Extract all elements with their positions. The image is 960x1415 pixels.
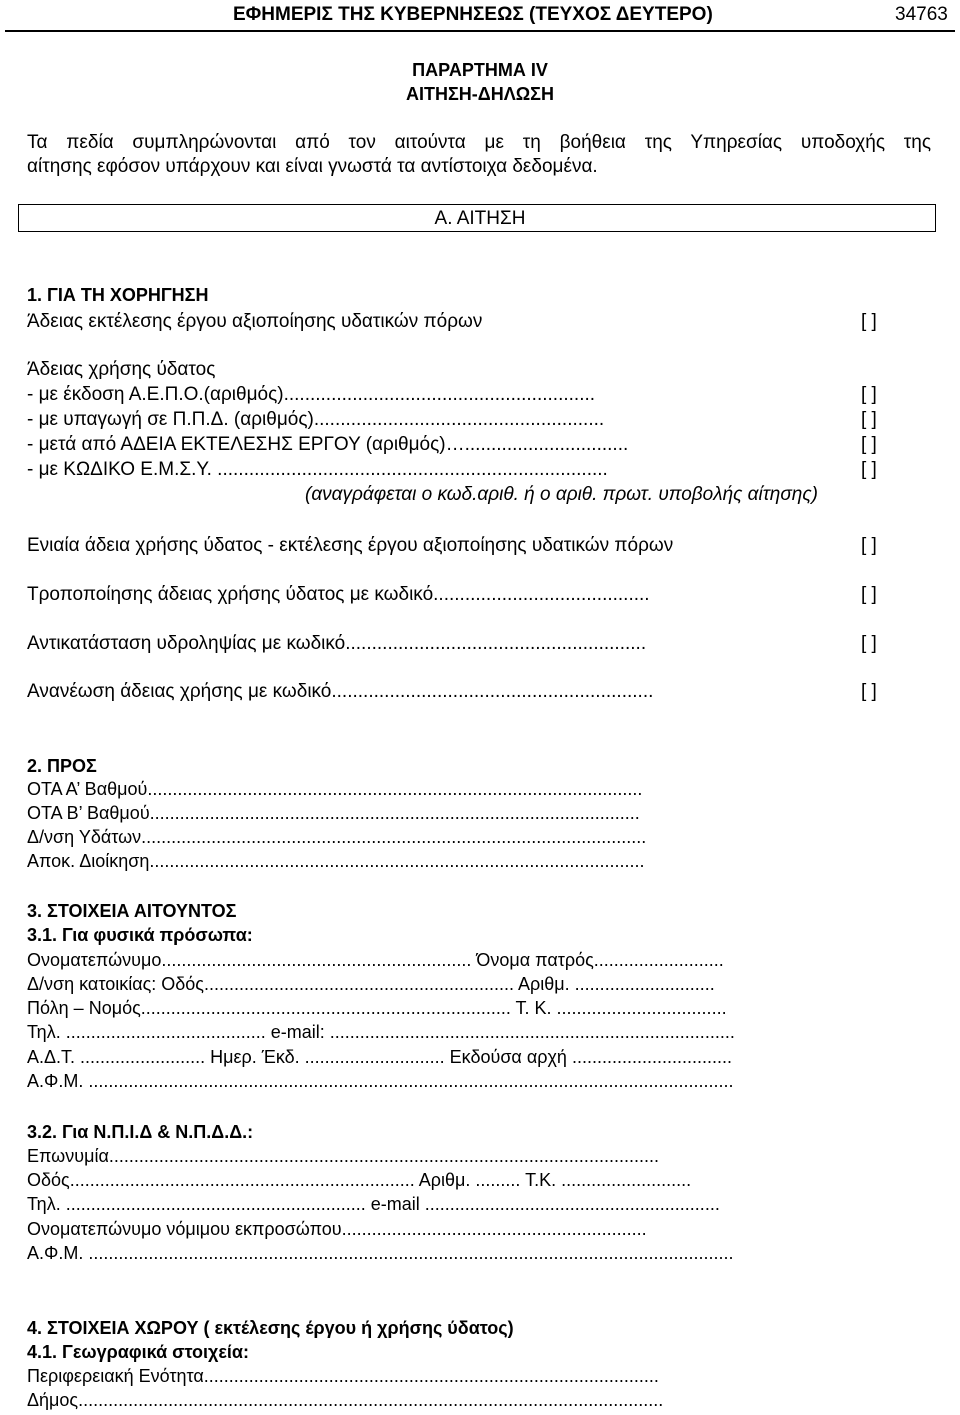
renew-permit-label: Ανανέωση άδειας χρήσης με κωδικό............................................................. — [27, 681, 654, 702]
use-permit-ppd-checkbox[interactable]: [ ] — [861, 409, 877, 430]
use-permit-emsy: - με ΚΩΔΙΚΟ Ε.Μ.Σ.Υ. .......................................................................... — [27, 459, 608, 480]
renew-permit-checkbox[interactable]: [ ] — [861, 681, 877, 702]
use-permit-after-exec: - μετά από ΑΔΕΙΑ ΕΚΤΕΛΕΣΗΣ ΕΡΓΟΥ (αριθμός)…............................... — [27, 434, 629, 455]
section-1-heading: 1. ΓΙΑ ΤΗ ΧΟΡΗΓΗΣΗ — [27, 285, 209, 305]
section-3-heading: 3. ΣΤΟΙΧΕΙΑ ΑΙΤΟΥΝΤΟΣ — [27, 901, 237, 921]
id-card-field[interactable]: Α.Δ.Τ. ......................... Ημερ. Έκδ. ............................ Εκδούσα αρχή ................................ — [27, 1047, 732, 1067]
annex-title: ΠΑΡΑΡΤΗΜΑ IV — [412, 60, 548, 80]
phone-email-field[interactable]: Τηλ. ........................................ e-mail: ................................................................................. — [27, 1022, 735, 1042]
unified-permit-checkbox[interactable]: [ ] — [861, 535, 877, 556]
replace-intake-label: Αντικατάσταση υδροληψίας με κωδικό......................................................... — [27, 633, 647, 654]
municipality-field[interactable]: Δήμος..................................................................................................................... — [27, 1390, 664, 1410]
exec-permit-label: Άδειας εκτέλεσης έργου αξιοποίησης υδατικών πόρων — [27, 311, 483, 332]
company-tax-id-field[interactable]: Α.Φ.Μ. ................................................................................................................................. — [27, 1243, 734, 1263]
use-permit-aepo-checkbox[interactable]: [ ] — [861, 384, 877, 405]
use-permit-aepo: - με έκδοση Α.Ε.Π.Ο.(αριθμός)........................................................... — [27, 384, 596, 405]
natural-persons-heading: 3.1. Για φυσικά πρόσωπα: — [27, 925, 253, 945]
company-name-field[interactable]: Επωνυμία.............................................................................................................. — [27, 1146, 659, 1166]
company-phone-email-field[interactable]: Τηλ. ............................................................ e-mail ........................................................... — [27, 1194, 720, 1214]
replace-intake-checkbox[interactable]: [ ] — [861, 633, 877, 654]
unified-permit-label: Ενιαία άδεια χρήσης ύδατος - εκτέλεσης έργου αξιοποίησης υδατικών πόρων — [27, 535, 674, 556]
full-name-field[interactable]: Ονοματεπώνυμο.............................................................. Όνομα πατρός.......................... — [27, 950, 724, 970]
section-4-heading: 4. ΣΤΟΙΧΕΙΑ ΧΩΡΟΥ ( εκτέλεσης έργου ή χρήσης ύδατος) — [27, 1318, 514, 1338]
water-directorate-field[interactable]: Δ/νση Υδάτων..................................................................................................... — [27, 827, 647, 847]
regional-unit-field[interactable]: Περιφερειακή Ενότητα........................................................................................... — [27, 1366, 659, 1386]
legal-representative-field[interactable]: Ονοματεπώνυμο νόμιμου εκπροσώπου............................................................. — [27, 1219, 647, 1239]
tax-id-field[interactable]: Α.Φ.Μ. ................................................................................................................................. — [27, 1071, 734, 1091]
section-a-title: Α. ΑΙΤΗΣΗ — [434, 208, 526, 229]
use-permit-after-exec-checkbox[interactable]: [ ] — [861, 434, 877, 455]
modify-permit-label: Τροποποίησης άδειας χρήσης ύδατος με κωδικό......................................... — [27, 584, 650, 605]
exec-permit-checkbox[interactable]: [ ] — [861, 311, 877, 332]
intro-line-2: αίτησης εφόσον υπάρχουν και είναι γνωστά τα αντίστοιχα δεδομένα. — [27, 156, 598, 177]
modify-permit-checkbox[interactable]: [ ] — [861, 584, 877, 605]
header-divider — [5, 30, 955, 32]
intro-line-1: Τα πεδία συμπληρώνονται από τον αιτούντα με τη βοήθεια της Υπηρεσίας υποδοχής της — [27, 132, 931, 153]
legal-entities-heading: 3.2. Για Ν.Π.Ι.Δ & Ν.Π.Δ.Δ.: — [27, 1122, 254, 1142]
page-number: 34763 — [895, 4, 948, 25]
section-2-heading: 2. ΠΡΟΣ — [27, 756, 97, 776]
ota-a-field[interactable]: ΟΤΑ Α’ Βαθμού................................................................................................... — [27, 779, 643, 799]
home-address-field[interactable]: Δ/νση κατοικίας: Οδός.............................................................. Αριθμ. ............................ — [27, 974, 715, 994]
use-permit-emsy-checkbox[interactable]: [ ] — [861, 459, 877, 480]
city-prefecture-field[interactable]: Πόλη – Νομός.......................................................................... Τ. Κ. .................................. — [27, 998, 727, 1018]
use-permit-heading: Άδειας χρήσης ύδατος — [27, 359, 216, 380]
gazette-header-title: ΕΦΗΜΕΡΙΣ ΤΗΣ ΚΥΒΕΡΝΗΣΕΩΣ (ΤΕΥΧΟΣ ΔΕΥΤΕΡΟ) — [233, 4, 713, 25]
ota-b-field[interactable]: ΟΤΑ Β’ Βαθμού.................................................................................................. — [27, 803, 640, 823]
emsy-note: (αναγράφεται ο κωδ.αριθ. ή ο αριθ. πρωτ. υποβολής αίτησης) — [305, 484, 818, 505]
geographic-data-heading: 4.1. Γεωγραφικά στοιχεία: — [27, 1342, 249, 1362]
decentralized-admin-field[interactable]: Αποκ. Διοίκηση................................................................................................... — [27, 851, 645, 871]
use-permit-ppd: - με υπαγωγή σε Π.Π.Δ. (αριθμός)....................................................... — [27, 409, 605, 430]
annex-subtitle: ΑΙΤΗΣΗ-ΔΗΛΩΣΗ — [406, 84, 554, 104]
company-address-field[interactable]: Οδός..................................................................... Αριθμ. ......... Τ.Κ. .......................... — [27, 1170, 692, 1190]
